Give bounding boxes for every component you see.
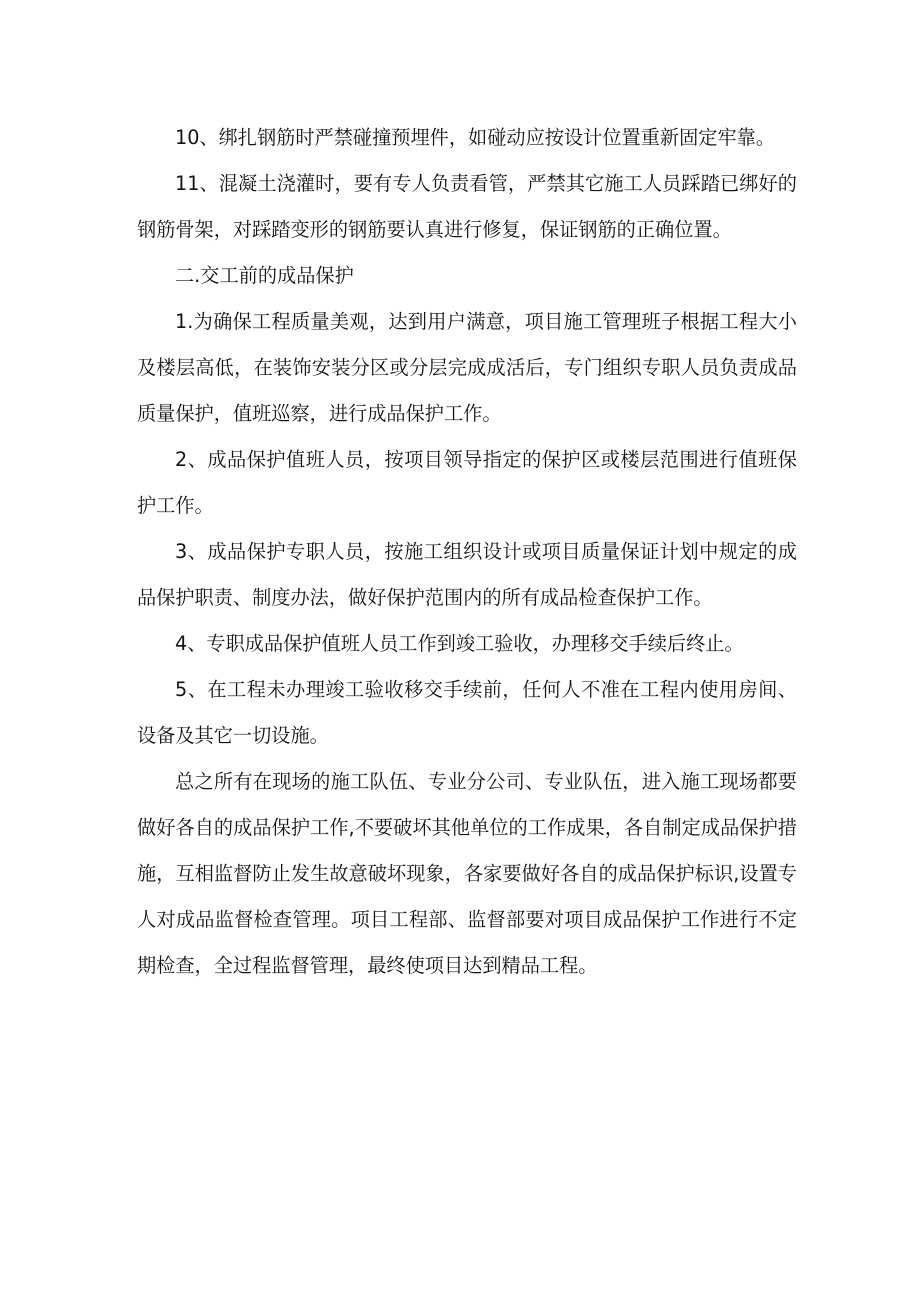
section-heading-pre-handover-protection: 二.交工前的成品保护 — [175, 264, 354, 287]
paragraph-item-3: 3、成品保护专职人员，按施工组织设计或项目质量保证计划中规定的成品保护职责、制度办法，做好保护范围内的所有成品检查保护工作。 — [137, 540, 797, 609]
paragraph-rebar-embedded-parts: 10、绑扎钢筋时严禁碰撞预埋件，如碰动应按设计位置重新固定牢靠。 — [175, 126, 776, 149]
paragraph-item-1: 1.为确保工程质量美观，达到用户满意，项目施工管理班子根据工程大小及楼层高低，在装饰安装分区或分层完成成活后，专门组织专职人员负责成品质量保护，值班巡察，进行成品保护工作。 — [137, 310, 797, 425]
paragraph-item-2: 2、成品保护值班人员，按项目领导指定的保护区或楼层范围进行值班保护工作。 — [137, 448, 797, 517]
paragraph-summary: 总之所有在现场的施工队伍、专业分公司、专业队伍，进入施工现场都要做好各自的成品保护工作,不要破坏其他单位的工作成果，各自制定成品保护措施，互相监督防止发生故意破坏现象，各家要做好各自的成品保护标识,设置专人对成品监督检查管理。项目工程部、监督部要对项目成品保护工作进行不定期检查，全过程监督管理，最终使项目达到精品工程。 — [137, 770, 797, 977]
paragraph-item-4: 4、专职成品保护值班人员工作到竣工验收，办理移交手续后终止。 — [175, 632, 744, 655]
document-body — [137, 115, 797, 989]
paragraph-concrete-pouring: 11、混凝土浇灌时，要有专人负责看管，严禁其它施工人员踩踏已绑好的钢筋骨架，对踩踏变形的钢筋要认真进行修复，保证钢筋的正确位置。 — [137, 172, 797, 241]
paragraph-item-5: 5、在工程未办理竣工验收移交手续前，任何人不准在工程内使用房间、设备及其它一切设施。 — [137, 678, 797, 747]
